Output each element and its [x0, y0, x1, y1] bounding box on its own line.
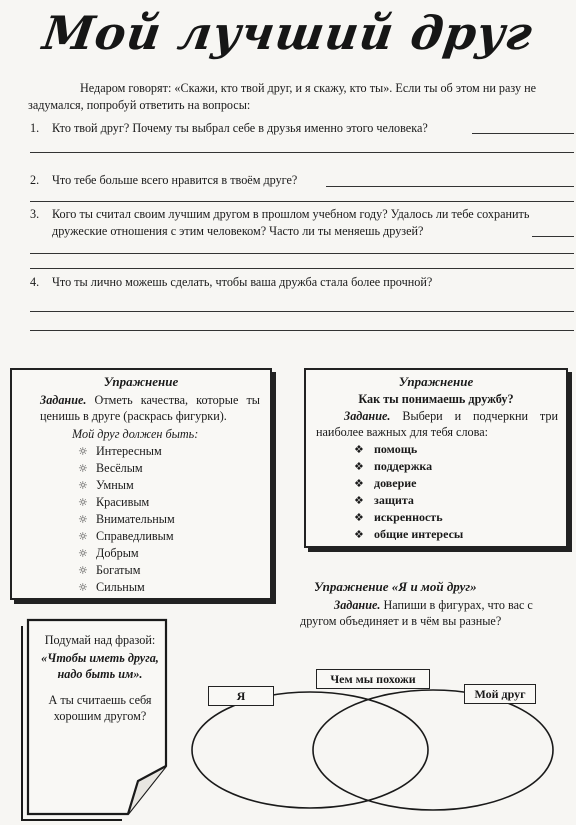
me-ellipse[interactable]	[192, 692, 428, 808]
qualities-list	[78, 443, 270, 596]
exercise-heading: Упражнение	[398, 374, 474, 389]
question-number: 2.	[30, 173, 40, 187]
task-label: Задание.	[334, 598, 381, 612]
exercise-heading: Упражнение «Я и мой друг»	[314, 579, 477, 594]
question-text: Кого ты считал своим лучшим другом в прошлом учебном году? Удалось ли тебе сохранить дружеские отношения с этим человеком? Часто ли ты меняешь друзей?	[52, 207, 530, 238]
question-number: 4.	[30, 275, 40, 289]
quality-item[interactable]: ☼ Сильным	[78, 580, 145, 594]
sun-outline-icon[interactable]: ☼	[78, 496, 88, 509]
page-title: Мой лучший друг	[39, 6, 537, 60]
answer-line[interactable]	[326, 186, 574, 187]
quality-item[interactable]: ☼ Умным	[78, 478, 134, 492]
sun-outline-icon[interactable]: ☼	[78, 513, 88, 526]
sun-outline-icon[interactable]: ☼	[78, 547, 88, 560]
label-common: Чем мы похожи	[316, 669, 430, 689]
sun-outline-icon[interactable]: ☼	[78, 564, 88, 577]
diamond-cluster-icon: ❖	[354, 494, 364, 507]
sun-outline-icon[interactable]: ☼	[78, 479, 88, 492]
task-label: Задание.	[344, 409, 391, 423]
word-item[interactable]: ❖ поддержка	[354, 459, 433, 473]
quality-item[interactable]: ☼ Справедливым	[78, 529, 174, 543]
question-text: Что тебе больше всего нравится в твоём друге?	[52, 173, 298, 187]
question-4	[30, 274, 560, 294]
sun-outline-icon[interactable]: ☼	[78, 530, 88, 543]
quality-item[interactable]: ☼ Интересным	[78, 444, 162, 458]
answer-line[interactable]	[30, 311, 574, 312]
question-1	[30, 120, 560, 160]
note-quote: «Чтобы иметь друга, надо быть им».	[41, 651, 159, 681]
exercise-friendship-box	[304, 368, 568, 548]
exercise-heading: Упражнение	[103, 374, 179, 389]
diamond-cluster-icon: ❖	[354, 511, 364, 524]
exercise-task	[316, 408, 558, 440]
exercise-task	[40, 392, 260, 424]
sun-outline-icon[interactable]: ☼	[78, 581, 88, 594]
sun-outline-icon[interactable]: ☼	[78, 462, 88, 475]
question-number: 3.	[30, 207, 40, 221]
answer-line[interactable]	[30, 268, 574, 269]
answer-line[interactable]	[30, 253, 574, 254]
question-text: Кто твой друг? Почему ты выбрал себе в друзья именно этого человека?	[52, 121, 428, 135]
friend-ellipse[interactable]	[313, 690, 553, 810]
note-card	[36, 632, 164, 724]
task-text: Выбери и подчеркни три наиболее важных для тебя слова:	[316, 409, 558, 439]
note-question: А ты считаешь себя хорошим другом?	[48, 693, 152, 723]
quality-item[interactable]: ☼ Внимательным	[78, 512, 175, 526]
words-list	[354, 441, 566, 543]
answer-line[interactable]	[30, 152, 574, 153]
exercise-me-and-friend	[300, 578, 570, 629]
word-item[interactable]: ❖ защита	[354, 493, 414, 507]
word-item[interactable]: ❖ искренность	[354, 510, 443, 524]
task-label: Задание.	[40, 393, 87, 407]
quality-item[interactable]: ☼ Весёлым	[78, 461, 143, 475]
question-number: 1.	[30, 121, 40, 135]
note-line: Подумай над фразой:	[44, 633, 156, 647]
word-item[interactable]: ❖ доверие	[354, 476, 417, 490]
question-3	[30, 206, 535, 246]
question-text: Что ты лично можешь сделать, чтобы ваша дружба стала более прочной?	[52, 275, 433, 289]
quality-item[interactable]: ☼ Добрым	[78, 546, 139, 560]
answer-line[interactable]	[30, 201, 574, 202]
exercise-task	[300, 597, 570, 629]
quality-item[interactable]: ☼ Красивым	[78, 495, 150, 509]
diamond-cluster-icon: ❖	[354, 528, 364, 541]
task-text: Напиши в фигурах, что вас с другом объединяет и в чём вы разные?	[300, 598, 533, 628]
label-friend: Мой друг	[464, 684, 536, 704]
qualities-subheading: Мой друг должен быть:	[72, 427, 199, 441]
answer-line[interactable]	[30, 330, 574, 331]
answer-line[interactable]	[472, 133, 574, 134]
word-item[interactable]: ❖ общие интересы	[354, 527, 464, 541]
intro-paragraph: Недаром говорят: «Скажи, кто твой друг, и я скажу, кто ты». Если ты об этом ни разу не задумался, попробуй ответить на вопросы:	[28, 81, 537, 112]
word-item[interactable]: ❖ помощь	[354, 442, 418, 456]
diamond-cluster-icon: ❖	[354, 477, 364, 490]
diamond-cluster-icon: ❖	[354, 460, 364, 473]
label-me: Я	[208, 686, 274, 706]
answer-line[interactable]	[532, 236, 574, 237]
diamond-cluster-icon: ❖	[354, 443, 364, 456]
quality-item[interactable]: ☼ Богатым	[78, 563, 141, 577]
sun-outline-icon[interactable]: ☼	[78, 445, 88, 458]
question-2	[30, 172, 560, 192]
task-text: Отметь качества, которые ты ценишь в друге (раскрась фигурки).	[40, 393, 260, 423]
exercise-question: Как ты понимаешь дружбу?	[358, 392, 514, 406]
exercise-qualities-box	[10, 368, 272, 600]
